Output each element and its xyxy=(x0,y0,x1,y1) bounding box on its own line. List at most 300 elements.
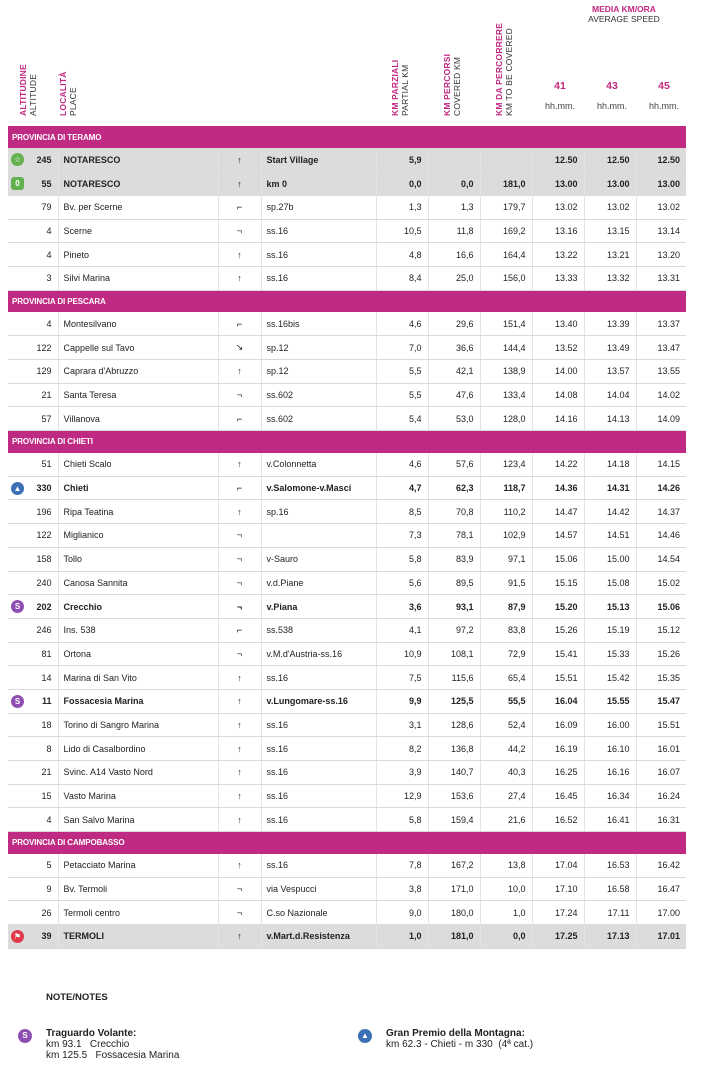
partial-km-cell: 5,5 xyxy=(376,383,428,407)
time-41-cell: 14.47 xyxy=(532,500,584,524)
time-41-cell: 15.26 xyxy=(532,618,584,642)
sprint-note-title: Traguardo Volante: xyxy=(46,1028,137,1039)
covered-km-cell: 70,8 xyxy=(428,500,480,524)
time-45-cell: 15.51 xyxy=(636,713,686,737)
time-45-cell: 15.26 xyxy=(636,642,686,666)
direction-cell: ¬ xyxy=(218,642,261,666)
partial-km-cell: 5,4 xyxy=(376,407,428,431)
time-45-cell: 14.37 xyxy=(636,500,686,524)
icon-cell xyxy=(8,148,32,172)
covered-km-cell: 167,2 xyxy=(428,854,480,878)
time-45-cell: 13.02 xyxy=(636,195,686,219)
province-header-row xyxy=(8,832,686,854)
speed-45-header: 45 xyxy=(658,80,670,92)
table-row xyxy=(8,642,686,666)
table-row xyxy=(8,453,686,477)
direction-cell: ⌐ xyxy=(218,195,261,219)
road-cell: ss.16 xyxy=(261,666,376,690)
icon-cell xyxy=(8,195,32,219)
time-41-cell: 16.45 xyxy=(532,784,584,808)
to-be-covered-cell: 128,0 xyxy=(480,407,532,431)
direction-cell: ↑ xyxy=(218,148,261,172)
partial-km-cell: 3,1 xyxy=(376,713,428,737)
notes-title: NOTE/NOTES xyxy=(46,992,108,1003)
direction-cell: ↑ xyxy=(218,666,261,690)
altitude-cell: 57 xyxy=(32,407,58,431)
icon-cell xyxy=(8,854,32,878)
direction-cell: ¬ xyxy=(218,547,261,571)
time-41-cell: 16.25 xyxy=(532,761,584,785)
to-be-covered-cell: 181,0 xyxy=(480,172,532,196)
time-41-cell: 16.19 xyxy=(532,737,584,761)
to-be-covered-cell: 118,7 xyxy=(480,476,532,500)
time-41-cell: 15.20 xyxy=(532,595,584,619)
to-be-covered-cell: 1,0 xyxy=(480,901,532,925)
direction-cell: ↑ xyxy=(218,453,261,477)
covered-km-header xyxy=(442,54,462,116)
time-unit-2: hh.mm. xyxy=(596,101,627,111)
road-cell: ss.16bis xyxy=(261,312,376,336)
direction-cell: ¬ xyxy=(218,877,261,901)
time-43-cell: 14.31 xyxy=(584,476,636,500)
place-cell: Montesilvano xyxy=(58,312,218,336)
to-be-covered-cell: 52,4 xyxy=(480,713,532,737)
icon-cell xyxy=(8,784,32,808)
sprint-icon: S xyxy=(18,1029,32,1043)
time-45-cell: 17.00 xyxy=(636,901,686,925)
time-43-cell: 15.19 xyxy=(584,618,636,642)
province-header-row xyxy=(8,126,686,148)
altitude-cell: 129 xyxy=(32,360,58,384)
road-cell: ss.602 xyxy=(261,407,376,431)
time-43-cell: 12.50 xyxy=(584,148,636,172)
time-43-cell: 17.13 xyxy=(584,925,636,949)
time-43-cell: 15.42 xyxy=(584,666,636,690)
icon-cell xyxy=(8,618,32,642)
place-cell: Lido di Casalbordino xyxy=(58,737,218,761)
icon-cell xyxy=(8,312,32,336)
gpm-note xyxy=(386,1028,533,1050)
speed-43-header: 43 xyxy=(606,80,618,92)
altitude-cell: 4 xyxy=(32,243,58,267)
time-45-cell: 14.26 xyxy=(636,476,686,500)
table-row xyxy=(8,571,686,595)
direction-cell: ↑ xyxy=(218,854,261,878)
to-be-covered-cell: 0,0 xyxy=(480,925,532,949)
to-be-covered-cell: 156,0 xyxy=(480,266,532,290)
table-row xyxy=(8,595,686,619)
icon-cell xyxy=(8,901,32,925)
sprint-icon: S xyxy=(11,600,24,613)
partial-km-cell: 7,5 xyxy=(376,666,428,690)
start-icon: ☆ xyxy=(11,153,24,166)
partial-km-cell: 4,1 xyxy=(376,618,428,642)
time-45-cell: 14.09 xyxy=(636,407,686,431)
partial-km-cell: 7,0 xyxy=(376,336,428,360)
place-cell: Torino di Sangro Marina xyxy=(58,713,218,737)
time-43-cell: 13.39 xyxy=(584,312,636,336)
province-header-row xyxy=(8,290,686,312)
to-be-covered-cell: 91,5 xyxy=(480,571,532,595)
time-41-cell: 14.08 xyxy=(532,383,584,407)
place-cell: Crecchio xyxy=(58,595,218,619)
covered-km-cell: 125,5 xyxy=(428,689,480,713)
time-41-cell: 15.51 xyxy=(532,666,584,690)
partial-km-cell: 8,2 xyxy=(376,737,428,761)
covered-km-cell: 53,0 xyxy=(428,407,480,431)
time-45-cell: 13.20 xyxy=(636,243,686,267)
altitude-cell: 26 xyxy=(32,901,58,925)
place-cell: Miglianico xyxy=(58,524,218,548)
to-be-covered-cell: 65,4 xyxy=(480,666,532,690)
partial-km-cell: 4,6 xyxy=(376,453,428,477)
partial-km-cell: 3,8 xyxy=(376,877,428,901)
covered-km-cell: 108,1 xyxy=(428,642,480,666)
altitude-cell: 9 xyxy=(32,877,58,901)
altitude-cell: 240 xyxy=(32,571,58,595)
road-cell: sp.27b xyxy=(261,195,376,219)
partial-km-cell: 10,9 xyxy=(376,642,428,666)
altitude-cell: 122 xyxy=(32,524,58,548)
time-41-cell: 15.15 xyxy=(532,571,584,595)
covered-km-cell: 16,6 xyxy=(428,243,480,267)
covered-km-header-it: KM PERCORSI xyxy=(442,53,452,116)
sprint-note xyxy=(46,1028,179,1061)
icon-cell xyxy=(8,453,32,477)
direction-cell: ↑ xyxy=(218,784,261,808)
to-be-covered-cell: 44,2 xyxy=(480,737,532,761)
table-row xyxy=(8,524,686,548)
time-43-cell: 13.57 xyxy=(584,360,636,384)
road-cell: v.Mart.d.Resistenza xyxy=(261,925,376,949)
road-cell: ss.16 xyxy=(261,854,376,878)
road-cell: via Vespucci xyxy=(261,877,376,901)
time-45-cell: 14.54 xyxy=(636,547,686,571)
time-41-cell: 14.16 xyxy=(532,407,584,431)
partial-km-cell: 1,0 xyxy=(376,925,428,949)
province-label: PROVINCIA DI CAMPOBASSO xyxy=(8,832,686,854)
altitude-cell: 21 xyxy=(32,383,58,407)
road-cell: v-Sauro xyxy=(261,547,376,571)
icon-cell xyxy=(8,383,32,407)
road-cell: ss.16 xyxy=(261,713,376,737)
to-be-covered-cell: 27,4 xyxy=(480,784,532,808)
covered-km-cell: 136,8 xyxy=(428,737,480,761)
time-41-cell: 13.40 xyxy=(532,312,584,336)
table-row xyxy=(8,219,686,243)
altitude-cell: 11 xyxy=(32,689,58,713)
time-43-cell: 14.04 xyxy=(584,383,636,407)
time-45-cell: 15.06 xyxy=(636,595,686,619)
direction-cell: ↑ xyxy=(218,243,261,267)
time-45-cell: 14.02 xyxy=(636,383,686,407)
direction-cell: ¬ xyxy=(218,219,261,243)
direction-cell: ¬ xyxy=(218,595,261,619)
direction-cell: ↑ xyxy=(218,266,261,290)
altitude-cell: 196 xyxy=(32,500,58,524)
time-45-cell: 13.31 xyxy=(636,266,686,290)
to-be-covered-cell: 151,4 xyxy=(480,312,532,336)
to-be-covered-cell: 169,2 xyxy=(480,219,532,243)
covered-km-cell: 180,0 xyxy=(428,901,480,925)
direction-cell: ↑ xyxy=(218,689,261,713)
icon-cell xyxy=(8,407,32,431)
place-cell: Ortona xyxy=(58,642,218,666)
to-be-covered-cell: 55,5 xyxy=(480,689,532,713)
time-41-cell: 13.22 xyxy=(532,243,584,267)
direction-cell: ¬ xyxy=(218,571,261,595)
covered-km-cell: 36,6 xyxy=(428,336,480,360)
time-43-cell: 14.51 xyxy=(584,524,636,548)
road-cell: ss.16 xyxy=(261,737,376,761)
partial-km-cell: 5,6 xyxy=(376,571,428,595)
gpm-note-title: Gran Premio della Montagna: xyxy=(386,1028,525,1039)
partial-km-cell: 5,9 xyxy=(376,148,428,172)
partial-km-header-en: PARTIAL KM xyxy=(400,64,410,116)
road-cell: ss.16 xyxy=(261,266,376,290)
altitude-cell: 202 xyxy=(32,595,58,619)
time-45-cell: 15.35 xyxy=(636,666,686,690)
time-45-cell: 13.47 xyxy=(636,336,686,360)
time-45-cell: 12.50 xyxy=(636,148,686,172)
table-row xyxy=(8,476,686,500)
time-43-cell: 13.32 xyxy=(584,266,636,290)
covered-km-cell: 29,6 xyxy=(428,312,480,336)
place-cell: Pineto xyxy=(58,243,218,267)
icon-cell xyxy=(8,547,32,571)
time-43-cell: 16.00 xyxy=(584,713,636,737)
covered-km-cell: 128,6 xyxy=(428,713,480,737)
direction-cell: ↑ xyxy=(218,172,261,196)
time-45-cell: 14.15 xyxy=(636,453,686,477)
time-43-cell: 14.18 xyxy=(584,453,636,477)
partial-km-header-it: KM PARZIALI xyxy=(390,59,400,116)
partial-km-cell: 7,8 xyxy=(376,854,428,878)
partial-km-cell: 3,6 xyxy=(376,595,428,619)
table-row xyxy=(8,336,686,360)
table-row xyxy=(8,877,686,901)
to-be-covered-cell xyxy=(480,148,532,172)
direction-cell: ↑ xyxy=(218,761,261,785)
time-45-cell: 13.37 xyxy=(636,312,686,336)
direction-cell: ↑ xyxy=(218,925,261,949)
icon-cell xyxy=(8,336,32,360)
road-cell: km 0 xyxy=(261,172,376,196)
finish-icon: ⚑ xyxy=(11,930,24,943)
time-41-cell: 17.10 xyxy=(532,877,584,901)
time-43-cell: 13.02 xyxy=(584,195,636,219)
to-be-covered-cell: 164,4 xyxy=(480,243,532,267)
time-45-cell: 16.24 xyxy=(636,784,686,808)
table-row xyxy=(8,407,686,431)
partial-km-cell: 3,9 xyxy=(376,761,428,785)
time-45-cell: 17.01 xyxy=(636,925,686,949)
gpm-icon: ▲ xyxy=(358,1029,372,1043)
altitude-cell: 5 xyxy=(32,854,58,878)
road-cell xyxy=(261,524,376,548)
direction-cell: ⌐ xyxy=(218,312,261,336)
icon-cell xyxy=(8,666,32,690)
place-cell: San Salvo Marina xyxy=(58,808,218,832)
road-cell: v.M.d'Austria-ss.16 xyxy=(261,642,376,666)
partial-km-cell: 4,8 xyxy=(376,243,428,267)
altitude-cell: 3 xyxy=(32,266,58,290)
table-row xyxy=(8,195,686,219)
altitude-cell: 39 xyxy=(32,925,58,949)
time-41-cell: 13.00 xyxy=(532,172,584,196)
place-cell: Ins. 538 xyxy=(58,618,218,642)
time-41-cell: 16.52 xyxy=(532,808,584,832)
covered-km-cell: 115,6 xyxy=(428,666,480,690)
to-be-covered-cell: 97,1 xyxy=(480,547,532,571)
altitude-cell: 51 xyxy=(32,453,58,477)
time-41-cell: 17.04 xyxy=(532,854,584,878)
road-cell: ss.602 xyxy=(261,383,376,407)
place-cell: Svinc. A14 Vasto Nord xyxy=(58,761,218,785)
table-row xyxy=(8,360,686,384)
partial-km-cell: 8,4 xyxy=(376,266,428,290)
icon-cell xyxy=(8,219,32,243)
time-unit-3: hh.mm. xyxy=(648,101,679,111)
to-be-covered-cell: 40,3 xyxy=(480,761,532,785)
time-45-cell: 16.31 xyxy=(636,808,686,832)
icon-cell xyxy=(8,642,32,666)
partial-km-cell: 12,9 xyxy=(376,784,428,808)
direction-cell: ¬ xyxy=(218,901,261,925)
altitude-cell: 245 xyxy=(32,148,58,172)
table-row xyxy=(8,312,686,336)
place-header-en: PLACE xyxy=(68,87,78,116)
sprint-note-line-1: km 93.1 Crecchio xyxy=(46,1039,130,1050)
time-43-cell: 16.41 xyxy=(584,808,636,832)
table-row xyxy=(8,618,686,642)
partial-km-cell: 10,5 xyxy=(376,219,428,243)
place-cell: Marina di San Vito xyxy=(58,666,218,690)
place-cell: Petacciato Marina xyxy=(58,854,218,878)
to-be-covered-cell: 87,9 xyxy=(480,595,532,619)
covered-km-cell: 153,6 xyxy=(428,784,480,808)
province-header-row xyxy=(8,431,686,453)
table-row xyxy=(8,925,686,949)
place-cell: NOTARESCO xyxy=(58,172,218,196)
to-be-covered-cell: 72,9 xyxy=(480,642,532,666)
time-43-cell: 15.13 xyxy=(584,595,636,619)
covered-km-cell: 47,6 xyxy=(428,383,480,407)
covered-km-cell: 78,1 xyxy=(428,524,480,548)
partial-km-cell: 5,8 xyxy=(376,547,428,571)
table-row xyxy=(8,243,686,267)
average-speed-header-it: MEDIA KM/ORA xyxy=(592,4,656,14)
time-45-cell: 15.02 xyxy=(636,571,686,595)
province-label: PROVINCIA DI TERAMO xyxy=(8,126,686,148)
icon-cell xyxy=(8,877,32,901)
to-be-covered-cell: 179,7 xyxy=(480,195,532,219)
table-row xyxy=(8,547,686,571)
to-be-covered-cell: 133,4 xyxy=(480,383,532,407)
icon-cell xyxy=(8,713,32,737)
time-45-cell: 15.47 xyxy=(636,689,686,713)
covered-km-cell: 57,6 xyxy=(428,453,480,477)
icon-cell xyxy=(8,243,32,267)
table-row xyxy=(8,500,686,524)
road-cell: sp.16 xyxy=(261,500,376,524)
table-row xyxy=(8,689,686,713)
time-43-cell: 15.08 xyxy=(584,571,636,595)
icon-cell xyxy=(8,737,32,761)
altitude-cell: 18 xyxy=(32,713,58,737)
province-label: PROVINCIA DI PESCARA xyxy=(8,290,686,312)
time-41-cell: 15.41 xyxy=(532,642,584,666)
table-row xyxy=(8,666,686,690)
icon-cell xyxy=(8,524,32,548)
to-be-covered-cell: 138,9 xyxy=(480,360,532,384)
covered-km-cell: 25,0 xyxy=(428,266,480,290)
partial-km-cell: 9,9 xyxy=(376,689,428,713)
altitude-cell: 122 xyxy=(32,336,58,360)
icon-cell xyxy=(8,172,32,196)
table-row xyxy=(8,148,686,172)
place-cell: Ripa Teatina xyxy=(58,500,218,524)
direction-cell: ¬ xyxy=(218,383,261,407)
road-cell: ss.538 xyxy=(261,618,376,642)
time-41-cell: 13.33 xyxy=(532,266,584,290)
place-cell: Caprara d'Abruzzo xyxy=(58,360,218,384)
direction-cell: ⌐ xyxy=(218,618,261,642)
time-43-cell: 16.16 xyxy=(584,761,636,785)
place-cell: Vasto Marina xyxy=(58,784,218,808)
road-cell: ss.16 xyxy=(261,219,376,243)
table-row xyxy=(8,901,686,925)
km-zero-icon: 0 xyxy=(11,177,24,190)
partial-km-header xyxy=(390,60,410,116)
table-row xyxy=(8,266,686,290)
time-43-cell: 17.11 xyxy=(584,901,636,925)
time-43-cell: 16.10 xyxy=(584,737,636,761)
time-45-cell: 16.07 xyxy=(636,761,686,785)
table-row xyxy=(8,713,686,737)
partial-km-cell: 0,0 xyxy=(376,172,428,196)
time-41-cell: 15.06 xyxy=(532,547,584,571)
time-45-cell: 16.42 xyxy=(636,854,686,878)
time-43-cell: 13.00 xyxy=(584,172,636,196)
partial-km-cell: 1,3 xyxy=(376,195,428,219)
to-be-covered-header-en: KM TO BE COVERED xyxy=(504,28,514,116)
time-43-cell: 16.58 xyxy=(584,877,636,901)
table-row xyxy=(8,172,686,196)
place-cell: Santa Teresa xyxy=(58,383,218,407)
time-45-cell: 15.12 xyxy=(636,618,686,642)
place-cell: Cappelle sul Tavo xyxy=(58,336,218,360)
road-cell: ss.16 xyxy=(261,784,376,808)
time-41-cell: 14.57 xyxy=(532,524,584,548)
altitude-cell: 79 xyxy=(32,195,58,219)
road-cell: sp.12 xyxy=(261,336,376,360)
direction-cell: ⌐ xyxy=(218,407,261,431)
time-45-cell: 13.55 xyxy=(636,360,686,384)
covered-km-cell xyxy=(428,148,480,172)
altitude-header-en: ALTITUDE xyxy=(28,73,38,116)
altitude-cell: 15 xyxy=(32,784,58,808)
table-row xyxy=(8,383,686,407)
covered-km-cell: 11,8 xyxy=(428,219,480,243)
icon-cell xyxy=(8,689,32,713)
icon-cell xyxy=(8,500,32,524)
to-be-covered-cell: 123,4 xyxy=(480,453,532,477)
covered-km-cell: 0,0 xyxy=(428,172,480,196)
place-cell: Silvi Marina xyxy=(58,266,218,290)
partial-km-cell: 4,6 xyxy=(376,312,428,336)
gpm-note-line-1: km 62.3 - Chieti - m 330 (4ª cat.) xyxy=(386,1039,534,1050)
